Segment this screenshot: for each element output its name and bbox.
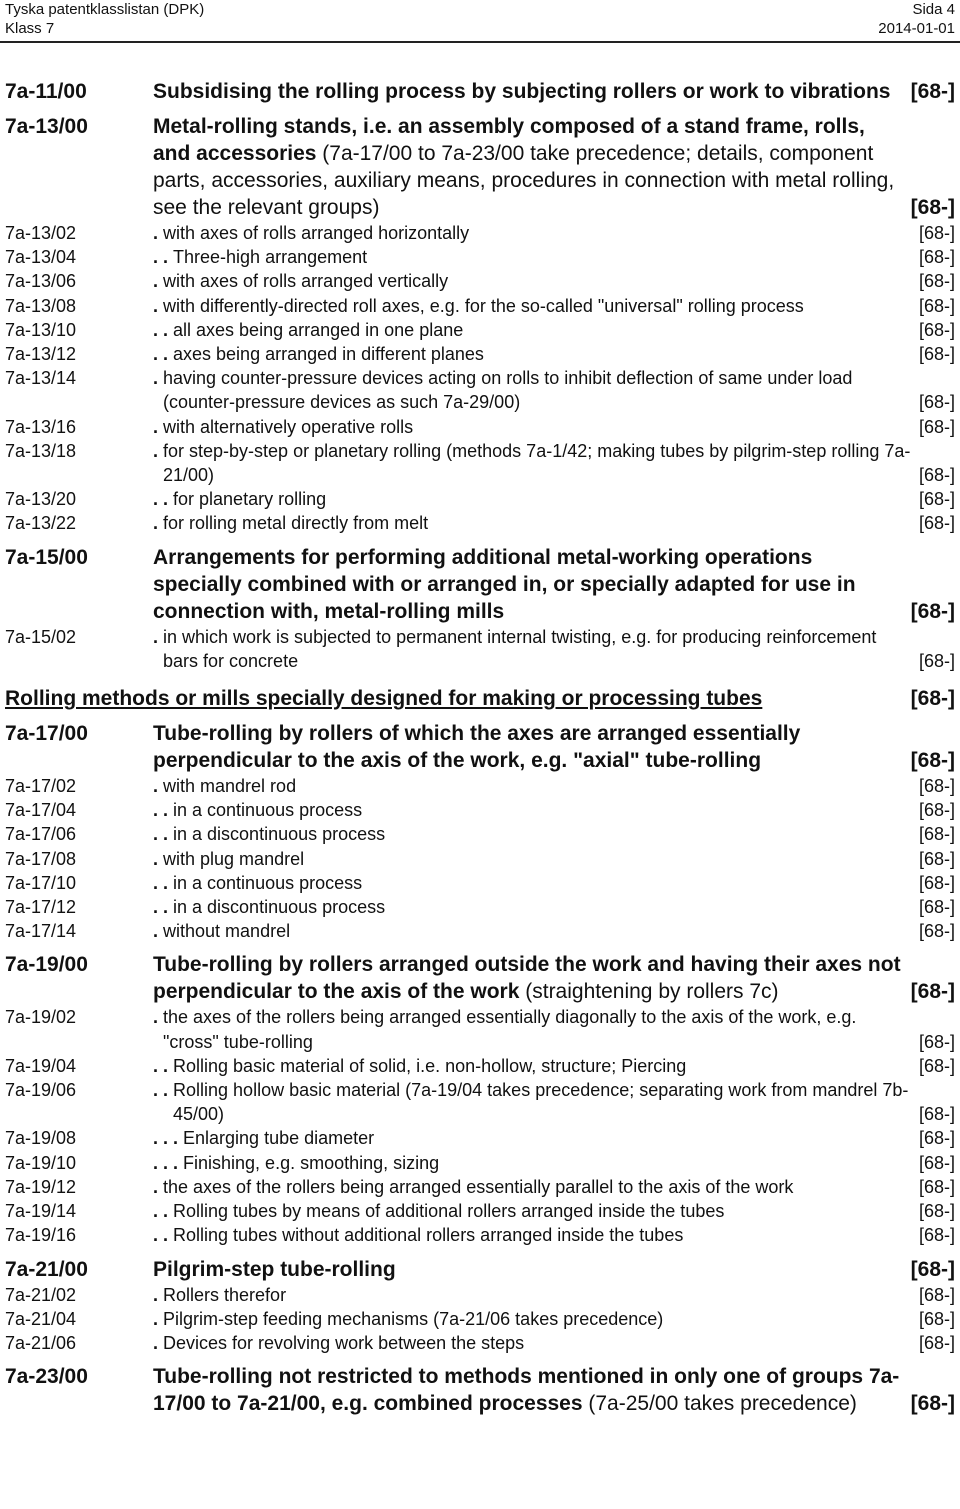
subgroup-entry	[0, 798, 960, 822]
subgroup-entry	[0, 1005, 960, 1053]
subgroup-entry	[0, 1223, 960, 1247]
entry-tag: [68-]	[918, 1104, 955, 1125]
indent-dots: .	[153, 513, 164, 534]
entry-tag: [68-]	[918, 271, 955, 292]
section-title: Rolling methods or mills specially designed for making or processing tubes	[5, 687, 763, 711]
subgroup-code: 7a-19/16	[5, 1225, 77, 1246]
subgroup-code: 7a-13/04	[5, 247, 77, 268]
subgroup-title: having counter-pressure devices acting on rolls to inhibit deflection of same under load (counter-pressure devices as such 7a-29/00)	[163, 368, 853, 413]
entry-tag: [68-]	[918, 800, 955, 821]
entry-tag: [68-]	[910, 196, 955, 219]
indent-dots: .	[153, 776, 164, 797]
subgroup-code: 7a-13/18	[5, 440, 77, 461]
subgroup-title: Rolling basic material of solid, i.e. non-hollow, structure; Piercing	[173, 1055, 687, 1076]
entry-tag: [68-]	[910, 980, 955, 1004]
entry-tag: [68-]	[910, 80, 955, 103]
entry-tag: [68-]	[918, 848, 955, 869]
subgroup-title: for rolling metal directly from melt	[163, 513, 429, 534]
entry-tag: [68-]	[918, 223, 955, 243]
entry-tag: [68-]	[918, 921, 955, 942]
entry-tag: [68-]	[918, 465, 955, 486]
indent-dots: .	[153, 626, 164, 647]
entry-tag: [68-]	[918, 1332, 955, 1353]
indent-dots: . .	[153, 489, 174, 510]
subgroup-entry	[0, 1126, 960, 1150]
subgroup-title: without mandrel	[163, 921, 291, 942]
indent-dots: . .	[153, 824, 174, 845]
indent-dots: . .	[153, 344, 174, 365]
subgroup-entry	[0, 822, 960, 846]
subgroup-title: Enlarging tube diameter	[183, 1128, 375, 1149]
subgroup-code: 7a-19/06	[5, 1080, 77, 1101]
subgroup-code: 7a-21/04	[5, 1308, 77, 1329]
subgroup-title: with plug mandrel	[163, 848, 305, 869]
subgroup-entry	[0, 342, 960, 366]
subgroup-entry	[0, 1151, 960, 1175]
subgroup-code: 7a-13/12	[5, 344, 77, 365]
subgroup-code: 7a-19/04	[5, 1055, 77, 1076]
subgroup-entry	[0, 1078, 960, 1126]
subgroup-code: 7a-21/06	[5, 1332, 77, 1353]
indent-dots: .	[153, 416, 164, 437]
entry-tag: [68-]	[918, 1128, 955, 1149]
subgroup-title: with axes of rolls arranged horizontally	[163, 223, 470, 243]
entry-tag: [68-]	[918, 1055, 955, 1076]
main-group-entry	[0, 1363, 960, 1417]
subgroup-code: 7a-17/08	[5, 848, 77, 869]
group-note: (7a-25/00 takes precedence)	[582, 1392, 857, 1416]
subgroup-title: in a continuous process	[173, 872, 363, 893]
subgroup-title: the axes of the rollers being arranged essentially parallel to the axis of the work	[163, 1176, 794, 1197]
group-code: 7a-15/00	[5, 545, 88, 569]
indent-dots: . . .	[153, 1128, 184, 1149]
entry-tag: [68-]	[918, 1176, 955, 1197]
subgroup-code: 7a-13/16	[5, 416, 77, 437]
subgroup-title: with alternatively operative rolls	[163, 416, 414, 437]
entry-tag: [68-]	[918, 650, 955, 671]
class-entry-list	[0, 70, 960, 1417]
subgroup-title: Three-high arrangement	[173, 247, 368, 268]
entry-tag: [68-]	[918, 776, 955, 797]
page-number: Sida 4	[912, 1, 955, 18]
entry-tag: [68-]	[918, 897, 955, 918]
group-title: Tube-rolling not restricted to methods mentioned in only one of groups 7a-17/00 to 7a-21/00, e.g. combined processes	[153, 1365, 900, 1416]
indent-dots: .	[153, 271, 164, 292]
entry-tag: [68-]	[918, 392, 955, 413]
main-group-entry	[0, 544, 960, 625]
subgroup-code: 7a-17/06	[5, 824, 77, 845]
subgroup-title: Finishing, e.g. smoothing, sizing	[183, 1152, 440, 1173]
main-group-entry	[0, 113, 960, 221]
subgroup-code: 7a-13/20	[5, 489, 77, 510]
subgroup-entry	[0, 1175, 960, 1199]
subgroup-entry	[0, 895, 960, 919]
group-title: Arrangements for performing additional metal-working operations specially combined with or arranged in, or specially adapted for use in connection with, metal-rolling mills	[153, 545, 856, 623]
group-title: Metal-rolling stands, i.e. an assembly composed of a stand frame, rolls, and accessories	[153, 115, 865, 165]
entry-tag: [68-]	[918, 489, 955, 510]
subgroup-entry	[0, 366, 960, 414]
entry-tag: [68-]	[910, 1257, 955, 1281]
subgroup-title: Rolling tubes by means of additional rollers arranged inside the tubes	[173, 1201, 725, 1222]
subgroup-code: 7a-13/10	[5, 319, 77, 340]
subgroup-code: 7a-19/14	[5, 1201, 77, 1222]
subgroup-title: axes being arranged in different planes	[173, 344, 484, 365]
subgroup-title: with mandrel rod	[163, 776, 297, 797]
subgroup-title: Rolling hollow basic material (7a-19/04 takes precedence; separating work from mandrel 7b-45/00)	[173, 1080, 909, 1125]
indent-dots: .	[153, 295, 164, 316]
indent-dots: . .	[153, 1225, 174, 1246]
entry-tag: [68-]	[918, 824, 955, 845]
indent-dots: . .	[153, 319, 174, 340]
subgroup-title: Devices for revolving work between the steps	[163, 1332, 525, 1353]
subgroup-entry	[0, 487, 960, 511]
subgroup-code: 7a-13/02	[5, 223, 77, 243]
subgroup-entry	[0, 871, 960, 895]
group-code: 7a-17/00	[5, 722, 88, 746]
indent-dots: . .	[153, 1201, 174, 1222]
entry-tag: [68-]	[918, 247, 955, 268]
subgroup-code: 7a-13/22	[5, 513, 77, 534]
indent-dots: . .	[153, 800, 174, 821]
subgroup-entry	[0, 221, 960, 245]
subgroup-code: 7a-13/14	[5, 368, 77, 389]
subgroup-title: in a discontinuous process	[173, 897, 386, 918]
subgroup-entry	[0, 625, 960, 673]
subgroup-code: 7a-21/02	[5, 1284, 77, 1305]
subgroup-entry	[0, 439, 960, 487]
indent-dots: .	[153, 368, 164, 389]
group-code: 7a-21/00	[5, 1257, 88, 1281]
indent-dots: .	[153, 440, 164, 461]
subgroup-entry	[0, 1307, 960, 1331]
subgroup-entry	[0, 511, 960, 535]
subgroup-entry	[0, 847, 960, 871]
main-group-entry	[0, 1256, 960, 1283]
indent-dots: . .	[153, 872, 174, 893]
entry-tag: [68-]	[918, 1225, 955, 1246]
document-date: 2014-01-01	[878, 20, 955, 37]
subgroup-code: 7a-17/14	[5, 921, 77, 942]
subgroup-code: 7a-17/04	[5, 800, 77, 821]
entry-tag: [68-]	[918, 416, 955, 437]
indent-dots: . .	[153, 1080, 174, 1101]
main-group-entry	[0, 951, 960, 1005]
entry-tag: [68-]	[918, 344, 955, 365]
subgroup-entry	[0, 1199, 960, 1223]
subgroup-entry	[0, 318, 960, 342]
subgroup-entry	[0, 774, 960, 798]
subgroup-title: for planetary rolling	[173, 489, 327, 510]
indent-dots: .	[153, 1176, 164, 1197]
class-label: Klass 7	[5, 20, 55, 37]
subgroup-title: Rollers therefor	[163, 1284, 287, 1305]
subgroup-title: the axes of the rollers being arranged essentially diagonally to the axis of the work, e.g. "cross" tube-rolling	[163, 1007, 857, 1052]
indent-dots: .	[153, 1007, 164, 1028]
indent-dots: .	[153, 1332, 164, 1353]
section-heading	[5, 685, 955, 712]
subgroup-title: for step-by-step or planetary rolling (methods 7a-1/42; making tubes by pilgrim-step rolling 7a-21/00)	[163, 440, 911, 486]
subgroup-title: in a continuous process	[173, 800, 363, 821]
entry-tag: [68-]	[910, 599, 955, 623]
subgroup-title: Pilgrim-step feeding mechanisms (7a-21/06 takes precedence)	[163, 1308, 664, 1329]
group-code: 7a-11/00	[5, 80, 87, 103]
group-code: 7a-23/00	[5, 1365, 88, 1389]
document-title: Tyska patentklasslistan (DPK)	[5, 1, 205, 18]
subgroup-title: in a discontinuous process	[173, 824, 386, 845]
page-header	[5, 0, 955, 38]
indent-dots: . . .	[153, 1152, 184, 1173]
entry-tag: [68-]	[918, 1031, 955, 1052]
indent-dots: . .	[153, 247, 174, 268]
group-title: Tube-rolling by rollers arranged outside the work and having their axes not perpendicular to the axis of the work	[153, 953, 901, 1004]
group-code: 7a-13/00	[5, 115, 88, 138]
header-divider	[0, 41, 960, 43]
subgroup-title: with axes of rolls arranged vertically	[163, 271, 449, 292]
entry-tag: [68-]	[918, 1201, 955, 1222]
group-code: 7a-19/00	[5, 953, 88, 977]
subgroup-code: 7a-17/10	[5, 872, 77, 893]
entry-tag: [68-]	[910, 687, 955, 711]
subgroup-title: all axes being arranged in one plane	[173, 319, 464, 340]
group-note: (straightening by rollers 7c)	[519, 980, 779, 1004]
indent-dots: .	[153, 921, 164, 942]
subgroup-code: 7a-13/06	[5, 271, 77, 292]
main-group-entry	[0, 720, 960, 774]
subgroup-code: 7a-19/10	[5, 1152, 77, 1173]
group-title: Pilgrim-step tube-rolling	[153, 1257, 396, 1281]
group-title: Subsidising the rolling process by subjecting rollers or work to vibrations	[153, 80, 891, 103]
subgroup-entry	[0, 294, 960, 318]
subgroup-code: 7a-15/02	[5, 626, 77, 647]
subgroup-title: Rolling tubes without additional rollers arranged inside the tubes	[173, 1225, 684, 1246]
main-group-entry	[0, 78, 960, 105]
entry-tag: [68-]	[918, 1308, 955, 1329]
indent-dots: .	[153, 1284, 164, 1305]
subgroup-entry	[0, 1283, 960, 1307]
subgroup-entry	[0, 919, 960, 943]
subgroup-entry	[0, 269, 960, 293]
subgroup-code: 7a-19/08	[5, 1128, 77, 1149]
subgroup-code: 7a-19/12	[5, 1176, 77, 1197]
indent-dots: . .	[153, 897, 174, 918]
subgroup-code: 7a-19/02	[5, 1007, 77, 1028]
entry-tag: [68-]	[918, 872, 955, 893]
entry-tag: [68-]	[918, 295, 955, 316]
subgroup-title: with differently-directed roll axes, e.g. for the so-called "universal" rolling process	[163, 295, 804, 316]
subgroup-code: 7a-13/08	[5, 295, 77, 316]
entry-tag: [68-]	[918, 1284, 955, 1305]
entry-tag: [68-]	[918, 319, 955, 340]
entry-tag: [68-]	[918, 1152, 955, 1173]
subgroup-code: 7a-17/12	[5, 897, 77, 918]
subgroup-entry	[0, 1331, 960, 1355]
subgroup-entry	[0, 1054, 960, 1078]
subgroup-code: 7a-17/02	[5, 776, 77, 797]
subgroup-entry	[0, 245, 960, 269]
entry-tag: [68-]	[918, 513, 955, 534]
subgroup-title: in which work is subjected to permanent internal twisting, e.g. for producing reinforcement bars for concrete	[163, 626, 877, 671]
entry-tag: [68-]	[910, 749, 955, 773]
indent-dots: .	[153, 223, 164, 243]
group-title: Tube-rolling by rollers of which the axes are arranged essentially perpendicular to the axis of the work, e.g. "axial" tube-rolling	[153, 722, 801, 773]
group-note: (7a-17/00 to 7a-23/00 take precedence; details, component parts, accessories, auxiliary means, procedures in connection with metal rolling, see the relevant groups)	[153, 142, 895, 219]
entry-tag: [68-]	[910, 1392, 955, 1416]
indent-dots: .	[153, 848, 164, 869]
indent-dots: . .	[153, 1055, 174, 1076]
indent-dots: .	[153, 1308, 164, 1329]
subgroup-entry	[0, 415, 960, 439]
